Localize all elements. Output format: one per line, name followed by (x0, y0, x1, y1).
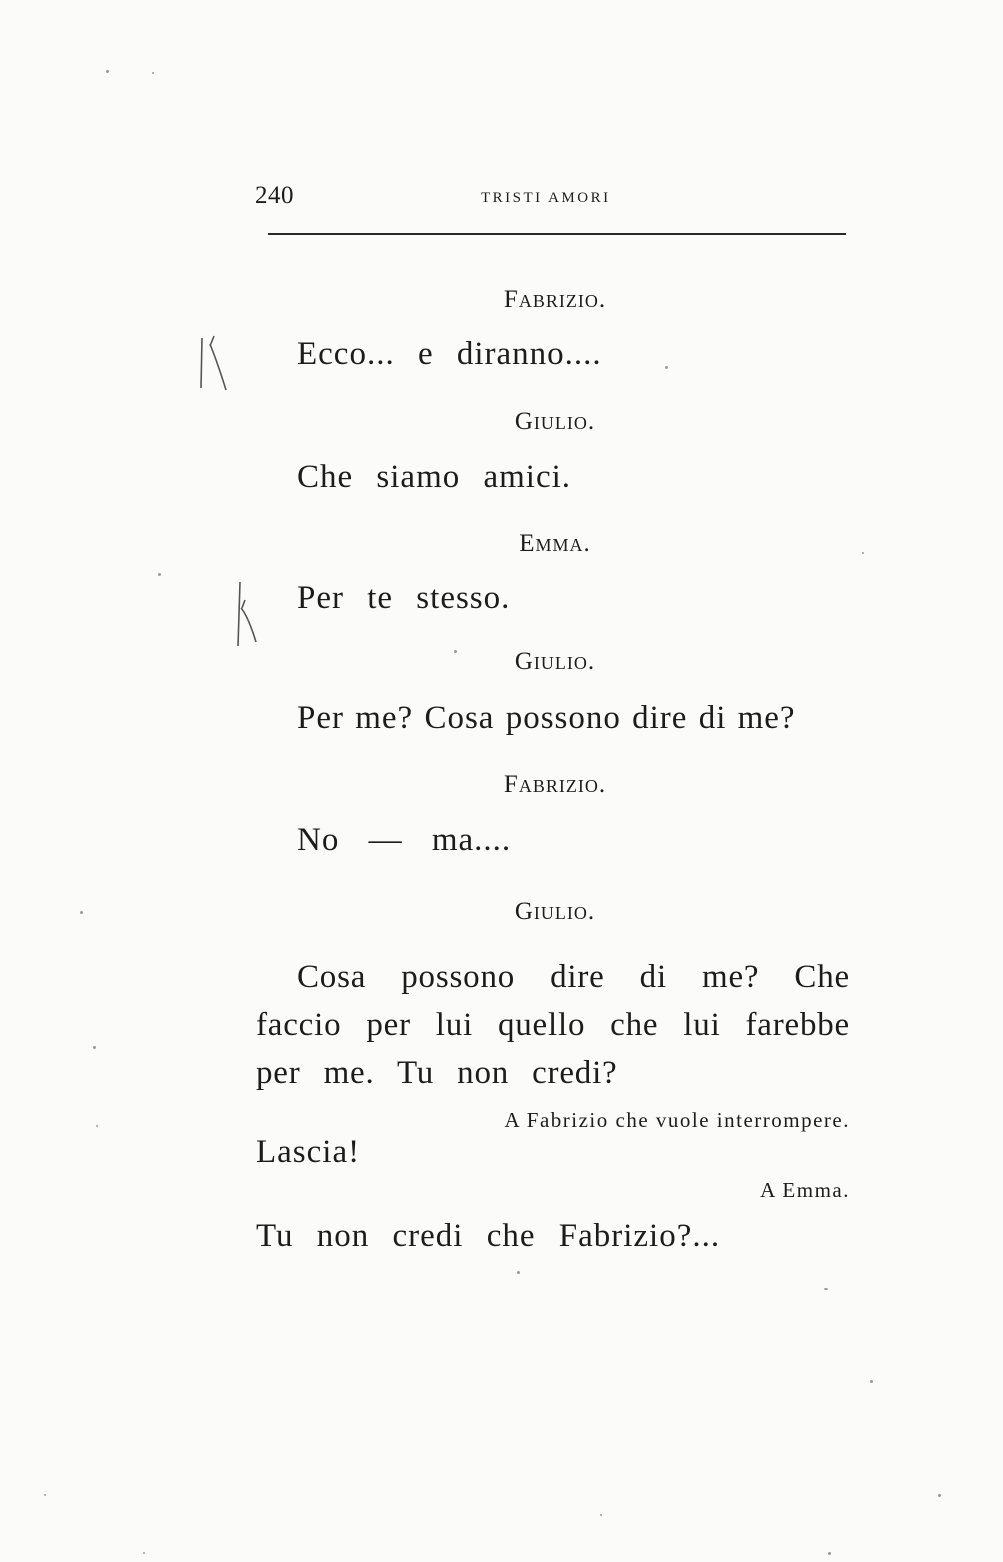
speaker-name: Giulio. (514, 898, 596, 925)
paper-speck (828, 1552, 831, 1555)
dialogue-line: Per me? Cosa possono dire di me? (297, 700, 796, 736)
page-number: 240 (255, 182, 294, 209)
paper-speck (143, 1552, 145, 1554)
paper-speck (665, 366, 668, 369)
page-header (255, 182, 847, 222)
paper-speck (44, 1494, 46, 1496)
paper-speck (600, 1514, 602, 1516)
paper-speck (454, 650, 457, 653)
dialogue-line: Che siamo amici. (297, 459, 572, 495)
stage-direction: A Emma. (760, 1178, 850, 1202)
dialogue-line: No — ma.... (297, 822, 512, 858)
speech-paragraph (256, 953, 850, 1097)
speaker-name: Fabrizio. (503, 286, 607, 313)
pencil-mark (232, 578, 268, 650)
speaker-name: Fabrizio. (503, 771, 607, 798)
running-title: TRISTI AMORI (481, 190, 611, 206)
paper-speck (96, 1125, 98, 1127)
header-rule (268, 233, 846, 235)
pencil-mark (196, 334, 238, 394)
paper-speck (862, 552, 864, 554)
paragraph-line: per me. Tu non credi? (256, 1055, 618, 1091)
paper-speck (152, 72, 154, 74)
speaker-name: Giulio. (514, 408, 596, 435)
paper-speck (824, 1288, 828, 1290)
paper-speck (158, 573, 161, 576)
dialogue-line: Per te stesso. (297, 580, 511, 616)
paragraph-line: faccio per lui quello che lui farebbe (256, 1007, 850, 1043)
paper-speck (870, 1380, 873, 1383)
dialogue-line: Lascia! (256, 1134, 361, 1170)
dialogue-line: Tu non credi che Fabrizio?... (256, 1218, 721, 1254)
paragraph-line: Cosa possono dire di me? Che (297, 959, 850, 995)
paper-speck (93, 1046, 96, 1049)
paper-speck (517, 1271, 520, 1274)
stage-direction: A Fabrizio che vuole interrompere. (504, 1108, 850, 1132)
paper-speck (938, 1494, 941, 1497)
speaker-name: Emma. (519, 530, 591, 557)
dialogue-line: Ecco... e diranno.... (297, 336, 602, 372)
paper-speck (106, 70, 109, 73)
speaker-name: Giulio. (514, 648, 596, 675)
paper-speck (80, 911, 83, 914)
